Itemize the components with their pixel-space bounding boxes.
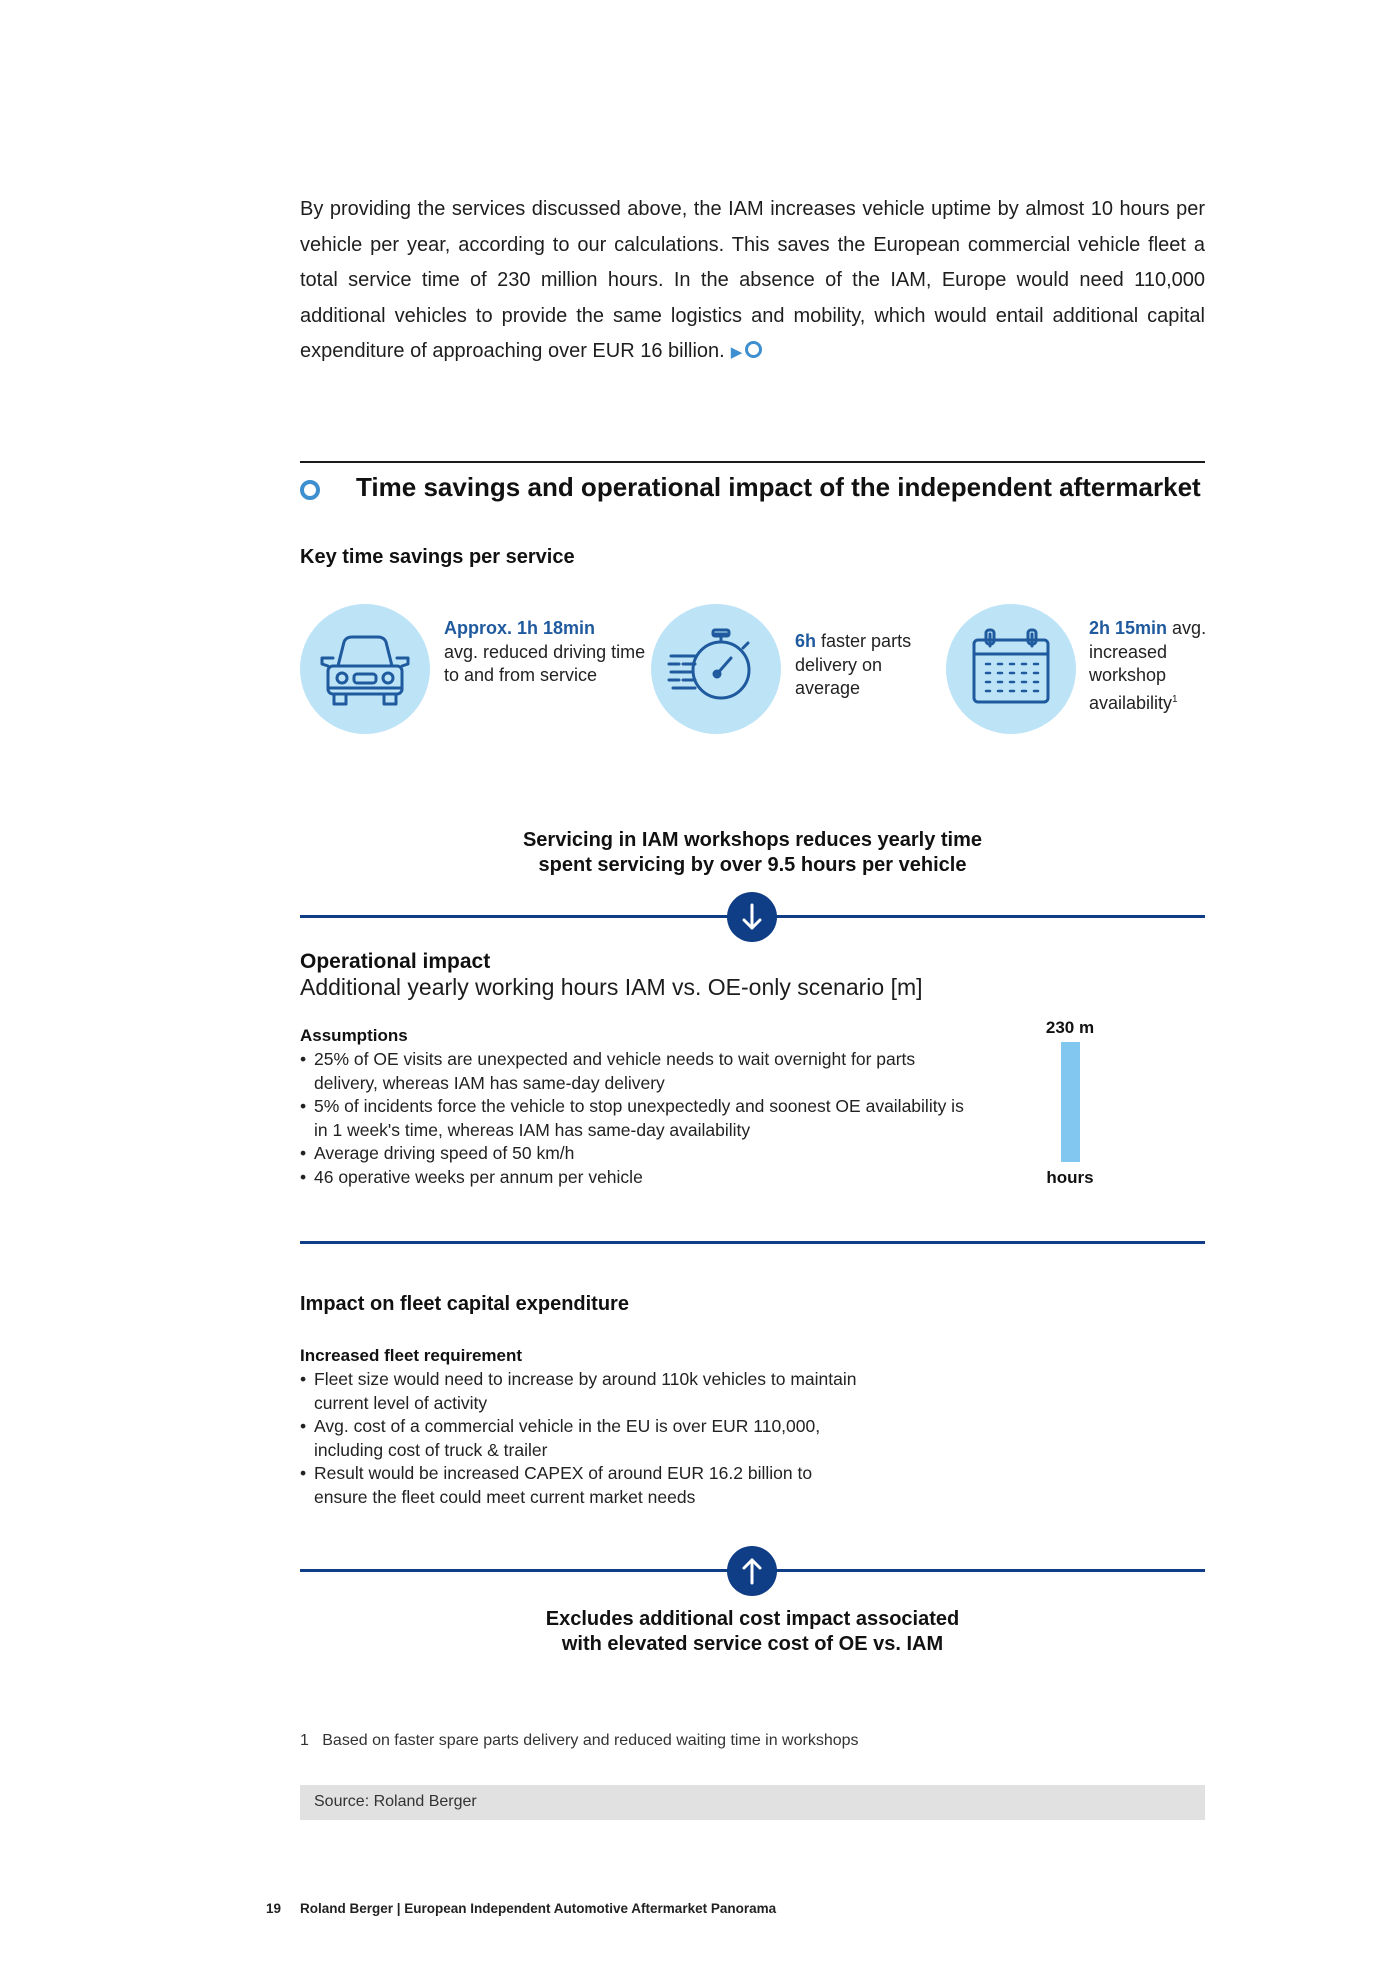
car-icon	[300, 604, 430, 734]
stat-driving-time	[444, 617, 649, 688]
assumptions-list	[300, 1048, 970, 1189]
list-item: • 46 operative weeks per annum per vehicle	[300, 1166, 970, 1190]
page-number: 19	[266, 1901, 282, 1916]
stat-parts-delivery	[795, 630, 935, 701]
footnote-number: 1	[300, 1732, 309, 1749]
hours-chart	[1030, 1018, 1110, 1188]
banner-line-2: with elevated service cost of OE vs. IAM	[561, 1632, 944, 1655]
stopwatch-icon	[651, 604, 781, 734]
section-title: Time savings and operational impact of the independent aftermarket	[356, 472, 1201, 502]
servicing-banner	[440, 828, 1065, 877]
banner-line-2: spent servicing by over 9.5 hours per vehicle	[538, 853, 967, 876]
excludes-banner	[470, 1607, 1035, 1656]
key-savings-heading: Key time savings per service	[300, 546, 575, 568]
fleet-heading: Increased fleet requirement	[300, 1346, 523, 1365]
list-item: • Result would be increased CAPEX of around EUR 16.2 billion to ensure the fleet could meet current market needs	[300, 1462, 860, 1509]
stat-text: avg. increased workshop availability	[1089, 618, 1207, 713]
stat-highlight: 6h	[795, 631, 817, 651]
list-item: • Fleet size would need to increase by around 110k vehicles to maintain current level of activity	[300, 1368, 860, 1415]
capex-title: Impact on fleet capital expenditure	[300, 1293, 629, 1315]
intro-paragraph	[300, 192, 1205, 371]
operational-title: Operational impact	[300, 950, 491, 973]
capex-list	[300, 1368, 860, 1509]
stat-workshop-availability	[1089, 617, 1214, 715]
intro-text: By providing the services discussed above, the IAM increases vehicle uptime by almost 10 hours per vehicle per year, according to our calculations. This saves the European commercial vehicle fleet a total service time of 230 million hours. In the absence of the IAM, Europe would need 110,000 additional vehicles to provide the same logistics and mobility, which would entail additional capital expenditure of approaching over EUR 16 billion.	[300, 198, 1205, 362]
page-footer: Roland Berger | European Independent Automotive Aftermarket Panorama	[300, 1901, 777, 1916]
bar-value-label: 230 m	[1045, 1018, 1095, 1037]
footnote	[300, 1732, 859, 1750]
calendar-icon	[946, 604, 1076, 734]
section-ring-icon	[300, 480, 320, 500]
stat-text: faster parts delivery on average	[795, 631, 912, 698]
assumptions-heading: Assumptions	[300, 1026, 408, 1045]
banner-line-1: Servicing in IAM workshops reduces yearly time	[522, 829, 983, 851]
stat-text: avg. reduced driving time to and from service	[444, 641, 646, 685]
play-arrow-icon: ▶	[730, 344, 743, 361]
bar	[1061, 1042, 1080, 1162]
banner-line-1: Excludes additional cost impact associated	[545, 1608, 960, 1630]
list-item: • 25% of OE visits are unexpected and vehicle needs to wait overnight for parts delivery, whereas IAM has same-day delivery	[300, 1048, 970, 1095]
list-item: • Avg. cost of a commercial vehicle in the EU is over EUR 110,000, including cost of truck & trailer	[300, 1415, 860, 1462]
source-box	[300, 1785, 1205, 1820]
section-divider	[300, 461, 1205, 463]
list-item: • Average driving speed of 50 km/h	[300, 1142, 970, 1166]
down-arrow-icon	[727, 892, 777, 942]
stat-highlight: 2h 15min	[1089, 618, 1168, 638]
source-text: Source: Roland Berger	[314, 1793, 477, 1810]
footnote-text: Based on faster spare parts delivery and reduced waiting time in workshops	[322, 1732, 859, 1749]
list-item: • 5% of incidents force the vehicle to stop unexpectedly and soonest OE availability is in 1 week's time, whereas IAM has same-day availability	[300, 1095, 970, 1142]
bar-category-label: hours	[1046, 1168, 1094, 1187]
divider-middle	[300, 1241, 1205, 1244]
up-arrow-icon	[727, 1546, 777, 1596]
operational-subtitle: Additional yearly working hours IAM vs. OE-only scenario [m]	[300, 974, 923, 1000]
stat-highlight: Approx. 1h 18min	[444, 618, 596, 638]
ring-icon	[745, 341, 762, 358]
footnote-ref: 1	[1172, 693, 1178, 705]
